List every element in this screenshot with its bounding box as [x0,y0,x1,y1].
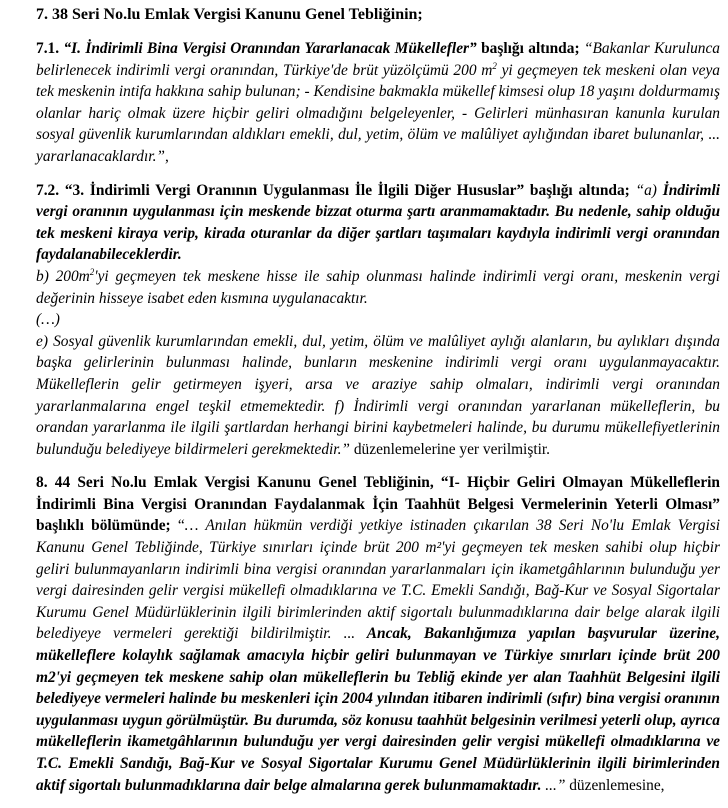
section-8-italic-text: … Anılan hükmün verdiği yetkiye istinaden çıkarılan 38 Seri No'lu Emlak Vergisi Kanunu Genel Tebliğinde, Türkiye sınırları içinde brüt 200 m²'yi geçmeyen tek mesken sahibi olup hiçbir geliri bulunmayanların indirimli bina vergisi oranından yararlanmaları için ikametgâhlarının bulunduğu yer vergi dairesinden gelir vergisi mükellefi olmadıklarına ve T.C. Emekli Sandığı, Bağ-Kur ve Sosyal Sigortalar Kurumu Genel Müdürlüklerinin ilgili birimlerinden aktif sigortalı bulunmadıklarına dair belge alarak ilgili belediyeye vermeleri gerektiği bildirilmiştir. ... [36,517,720,643]
section-7-2-number: 7.2. [36,181,65,199]
section-7-1-superscript: 2 [492,60,497,71]
section-7-2-a [36,180,720,266]
section-8 [36,472,720,796]
section-7-heading: 7. 38 Seri No.lu Emlak Vergisi Kanunu Genel Tebliğinin; [36,6,423,23]
section-7-2-a-prefix: “a) [629,181,663,199]
section-8-after: düzenlemesine, [565,776,665,794]
section-7-2-b-superscript: 2 [89,266,95,277]
section-8-bold-italic-text: Ancak, Bakanlığımıza yapılan başvurular üzerine, mükelleflere kolaylık sağlamak amacıyla hiçbir geliri bulunmayan ve Türkiye sınırları içinde brüt 200 m2'yi geçmeyen tek meskene sahip olan mükelleflerin bu Tebliğ ekinde yer alan Taahhüt Belgesini ilgili belediyeye vermeleri halinde bu meskenleri için 2004 yılından itibaren indirimli (sıfır) bina vergisi oranının uygulanması uygun görülmüştür. Bu durumda, söz konusu taahhüt belgesinin verilmesi yeterli olup, ayrıca mükelleflerin ikametgâhlarının bulunduğu yer vergi dairesinden gelir vergisi mükellefi olmadıklarına ve T.C. Emekli Sandığı, Bağ-Kur ve Sosyal Sigortalar Kurumu Genel Müdürlüklerinin ilgili birimlerinden aktif sigortalı bulunmadıklarına dair belge almalarına gerek bulunmamaktadır. [36,625,720,794]
section-7-1-end: , [164,147,169,165]
section-7-2-title: “3. İndirimli Vergi Oranının Uygulanması İle İlgili Diğer Hususlar” [64,181,525,199]
section-7-1-quote-part2: yi geçmeyen tek meskeni olan veya tek meskenin intifa hakkına sahip bulunan; - Kendisine bakmakla mükellef kimsesi olup 18 yaşını doldurmamış olanlar hariç olmak üzere hiçbir geliri olmadığını belgeleyenler, - Gelirleri münhasıran kanunla kurulan sosyal güvenlik kurumlarından aldıkları emekli, dul, yetim, ölüm ve malûliyet aylığından ibaret bulunanlar, ... yararlanacaklardır.” [36,61,720,165]
section-7-2-b-part2: 'yi geçmeyen tek meskene hisse ile sahip olunması halinde indirimli vergi oranı, meskenin vergi değerinin hisseye isabet eden kısmına uygulanacaktır. [36,267,720,307]
section-7-1 [36,38,720,168]
section-8-title: 8. 44 Seri No.lu Emlak Vergisi Kanunu Genel Tebliğinin, “I- Hiçbir Geliri Olmayan Mükelleflerin İndirimli Bina Vergisi Oranından Faydalanmak İçin Taahhüt Belgesi Vermelerinin Yeterli Olması” başlıklı bölümünde; [36,474,720,535]
section-8-quote-close: ...” [541,776,566,794]
section-8-quote-open: “ [170,517,185,535]
section-7-1-number: 7.1. [36,40,64,57]
section-7-2-title-after: başlığı altında; [524,181,630,199]
document-page [36,4,720,808]
section-7-2-e [36,331,720,461]
section-7-1-quote-part1: “Bakanlar Kurulunca belirlenecek indirimli vergi oranından, Türkiye'de brüt yüzölçümü 200 m [36,40,721,79]
section-7-2-a-text: İndirimli vergi oranının uygulanması için meskende bizzat oturma şartı aranmamaktadır. Bu nedenle, sahip olduğu tek meskeni kiraya verip, kirada oturanlar da diğer şartları taşımaları kaydıyla indirimli vergi oranından faydalanabileceklerdir. [36,181,721,264]
section-7-2-e-text: e) Sosyal güvenlik kurumlarından emekli, dul, yetim, ölüm ve malûliyet aylığı alanların, bu aylıkları dışında başka gelirlerinin bulunması halinde, bunların meskenine indirimli vergi oranı uygulanmayacaktır. Mükelleflerin gelir getirmeyen işyeri, arsa ve araziye sahip olmaları, indirimli vergi oranından yararlanmalarına engel teşkil etmemektedir. f) İndirimli vergi oranından yararlanan mükelleflerin, bu orandan yararlanma ile ilgili şartlardan herhangi birini kaybetmeleri halinde, bu durumu mükellefiyetlerinin bulunduğu belediyeye bildirmeleri gerekmektedir.” [36,332,720,458]
section-7-1-title-after: başlığı altında; [476,40,580,57]
section-7-2-b [36,266,720,309]
section-7-2-b-part1: b) 200m [36,267,90,285]
section-7-2-ellipsis: (…) [36,311,60,329]
section-7-1-title: “I. İndirimli Bina Vergisi Oranından Yararlanacak Mükellefler” [63,40,477,57]
section-7-2-e-after: düzenlemelerine yer verilmiştir. [350,440,551,458]
